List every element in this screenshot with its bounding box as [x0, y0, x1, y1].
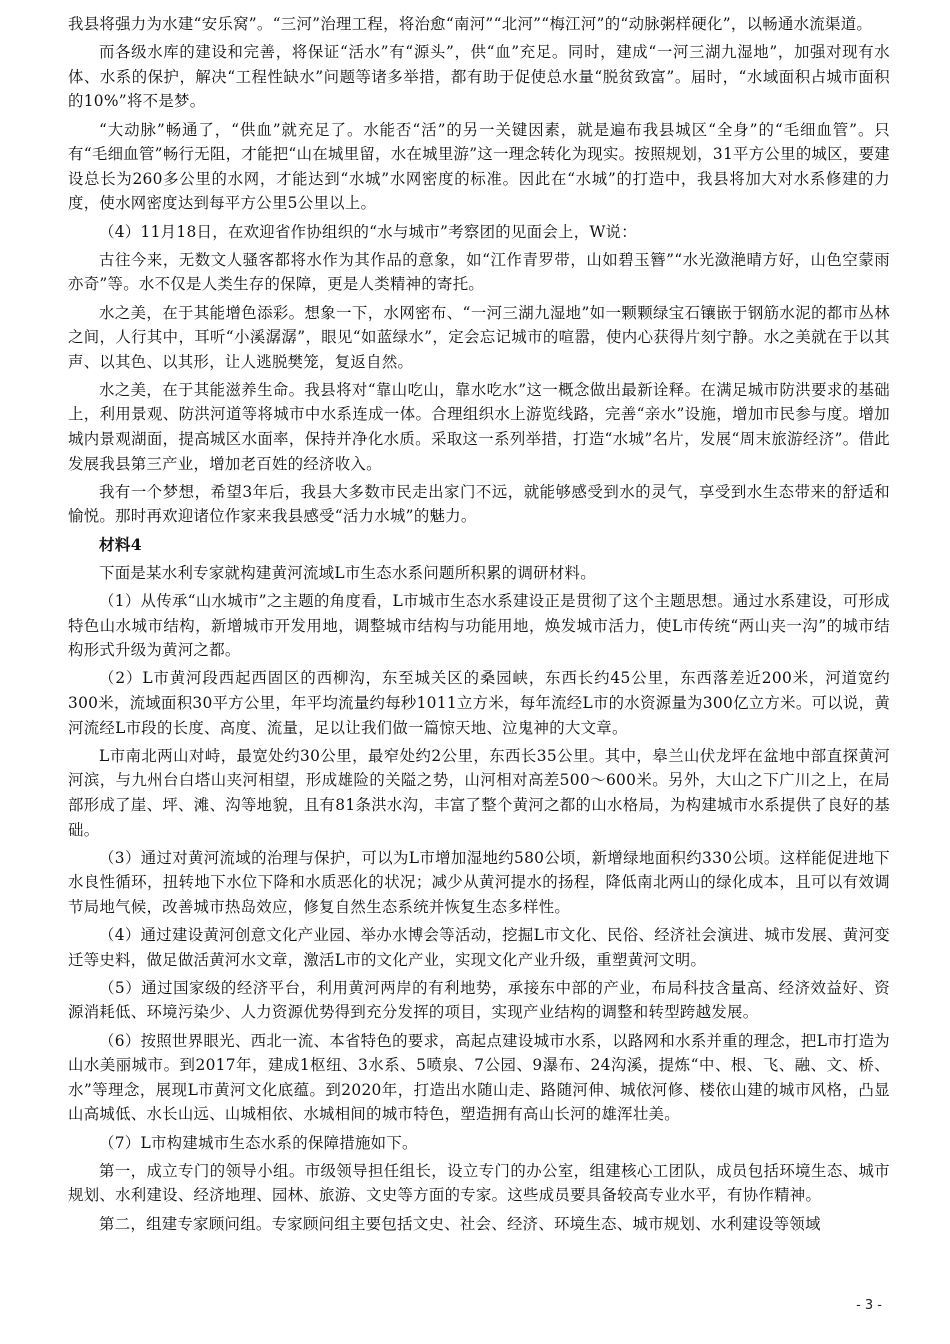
paragraph: （2）L市黄河段西起西固区的西柳沟，东至城关区的桑园峡，东西长约45公里，东西落差近200米，河道宽约300米，流域面积30平方公里，年平均流量约每秒1011立方米，每年流经L市的水资源量为300亿立方米。可以说，黄河流经L市段的长度、高度、流量，足以让我们做一篇惊天地、泣鬼神的大文章。	[68, 669, 891, 737]
paragraph: （4）通过建设黄河创意文化产业园、举办水博会等活动，挖掘L市文化、民俗、经济社会演进、城市发展、黄河变迁等史料，做足做活黄河水文章，激活L市的文化产业，实现文化产业升级，重塑黄河文明。	[68, 926, 890, 969]
paragraph: （5）通过国家级的经济平台，利用黄河两岸的有利地势，承接东中部的产业，布局科技含量高、经济效益好、资源消耗低、环境污染少、人力资源优势得到充分发挥的项目，实现产业结构的调整和转型跨越发展。	[68, 978, 890, 1022]
paragraph: （7）L市构建城市生态水系的保障措施如下。	[99, 1133, 418, 1152]
paragraph: 第二，组建专家顾问组。专家顾问组主要包括文史、社会、经济、环境生态、城市规划、水利建设等领域	[99, 1214, 821, 1233]
paragraph: L市南北两山对峙，最宽处约30公里，最窄处约2公里，东西长35公里。其中，皋兰山伏龙坪在盆地中部直探黄河河滨，与九州台白塔山夹河相望，形成雄险的关隘之势，山河相对高差500～600米。另外，大山之下广川之上，在局部形成了崖、坪、滩、沟等地貌，且有81条洪水沟，丰富了整个黄河之都的山水格局，为构建城市水系提供了良好的基础。	[68, 746, 890, 839]
paragraph: （4）11月18日，在欢迎省作协组织的“水与城市”考察团的见面会上，W说：	[99, 222, 637, 241]
section-heading: 材料4	[99, 534, 142, 554]
paragraph-continued: 我县将强力为水建“安乐窝”。“三河”治理工程，将治愈“南河”“北河”“梅江河”的“动脉粥样硬化”，以畅通水流渠道。	[68, 15, 873, 33]
paragraph: 下面是某水利专家就构建黄河流域L市生态水系问题所积累的调研材料。	[99, 563, 596, 582]
document-body	[68, 12, 890, 1240]
paragraph: “大动脉”畅通了，“供血”就充足了。水能否“活”的另一关键因素，就是遍布我县城区“全身”的“毛细血管”。只有“毛细血管”畅行无阻，才能把“山在城里留，水在城里游”这一理念转化为现实。按照规划，31平方公里的城区，要建设总长为260多公里的水网，才能达到“水城”水网密度的标准。因此在“水城”的打造中，我县将加大对水系修建的力度，使水网密度达到每平方公里5公里以上。	[68, 120, 890, 213]
paragraph: 而各级水库的建设和完善，将保证“活水”有“源头”，供“血”充足。同时，建成“一河三湖九湿地”，加强对现有水体、水系的保护，解决“工程性缺水”问题等诸多举措，都有助于促使总水量“脱贫致富”。届时，“水域面积占城市面积的10%”将不是梦。	[68, 43, 890, 111]
paragraph: 水之美，在于其能滋养生命。我县将对“靠山吃山，靠水吃水”这一概念做出最新诠释。在满足城市防洪要求的基础上，利用景观、防洪河道等将城市中水系连成一体。合理组织水上游览线路，完善“亲水”设施，增加市民参与度。增加城内景观湖面，提高城区水面率，保持并净化水质。采取这一系列举措，打造“水城”名片，发展“周末旅游经济”。借此发展我县第三产业，增加老百姓的经济收入。	[68, 380, 890, 473]
paragraph: 水之美，在于其能增色添彩。想象一下，水网密布、“一河三湖九湿地”如一颗颗绿宝石镶嵌于钢筋水泥的都市丛林之间，人行其中，耳听“小溪潺潺”，眼见“如蓝绿水”，定会忘记城市的喧嚣，使内心获得片刻宁静。水之美就在于以其声、以其色、以其形，让人逃脱樊笼，复返自然。	[68, 303, 890, 371]
paragraph: （6）按照世界眼光、西北一流、本省特色的要求，高起点建设城市水系，以路网和水系并重的理念，把L市打造为山水美丽城市。到2017年，建成1枢纽、3水系、5喷泉、7公园、9瀑布、24沟溪，提炼“中、根、飞、融、文、桥、水”等理念，展现L市黄河文化底蕴。到2020年，打造出水随山走、路随河伸、城依河修、楼依山建的城市风格，凸显山高城低、水长山远、山城相依、水城相间的城市特色，塑造拥有高山长河的雄浑壮美。	[68, 1031, 890, 1124]
paragraph: 第一，成立专门的领导小组。市级领导担任组长，设立专门的办公室，组建核心工团队，成员包括环境生态、城市规划、水利建设、经济地理、园林、旅游、文史等方面的专家。这些成员要具备较高专业水平，有协作精神。	[68, 1161, 890, 1205]
paragraph: （3）通过对黄河流域的治理与保护，可以为L市增加湿地约580公顷，新增绿地面积约330公顷。这样能促进地下水良性循环，扭转地下水位下降和水质恶化的状况；减少从黄河提水的扬程，降低南北两山的绿化成本，且可以有效调节局地气候，改善城市热岛效应，修复自然生态系统并恢复生态多样性。	[68, 848, 890, 916]
paragraph: （1）从传承“山水城市”之主题的角度看，L市城市生态水系建设正是贯彻了这个主题思想。通过水系建设，可形成特色山水城市结构，新增城市开发用地，调整城市结构与功能用地，焕发城市活力，使L市传统“两山夹一沟”的城市结构形式升级为黄河之都。	[68, 592, 890, 660]
paragraph: 我有一个梦想，希望3年后，我县大多数市民走出家门不远，就能够感受到水的灵气，享受到水生态带来的舒适和愉悦。那时再欢迎诸位作家来我县感受“活力水城”的魅力。	[68, 482, 890, 526]
page-number: - 3 -	[856, 1298, 882, 1313]
paragraph: 古往今来，无数文人骚客都将水作为其作品的意象，如“江作青罗带，山如碧玉簪”“水光潋滟晴方好，山色空蒙雨亦奇”等。水不仅是人类生存的保障，更是人类精神的寄托。	[68, 250, 890, 294]
